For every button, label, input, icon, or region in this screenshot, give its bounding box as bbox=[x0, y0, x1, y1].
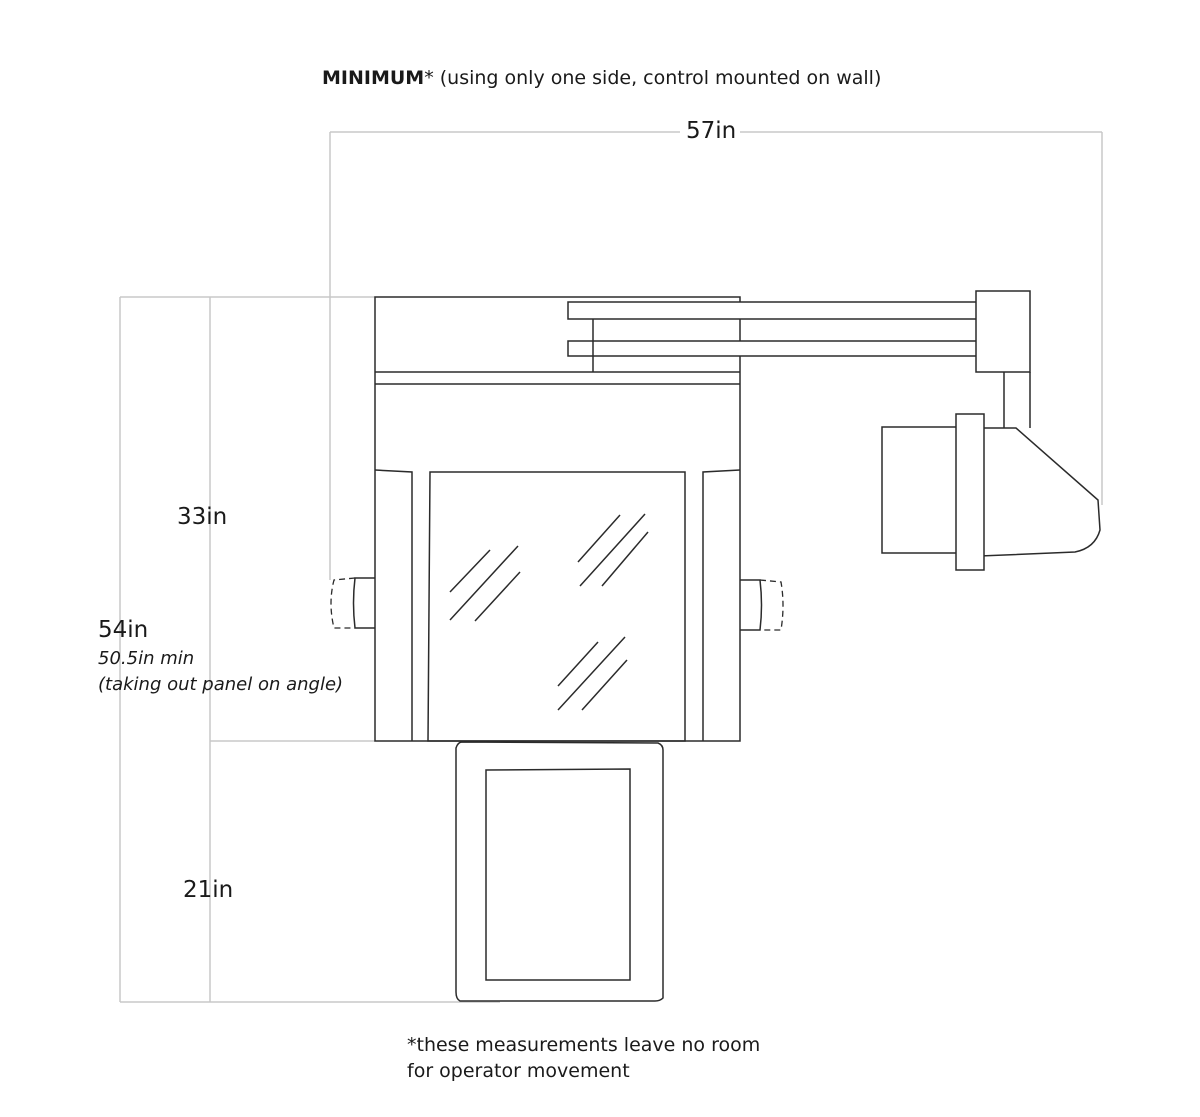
title-rest: * (using only one side, control mounted on wall) bbox=[424, 67, 882, 89]
footnote-line-1: *these measurements leave no room bbox=[407, 1034, 761, 1056]
minimum-depth-note: (taking out panel on angle) bbox=[98, 674, 344, 695]
total-depth-dimension-label: 54in bbox=[98, 617, 149, 643]
dimension-line-sections bbox=[210, 297, 375, 1002]
page-title bbox=[322, 67, 881, 89]
title-emphasis: MINIMUM bbox=[322, 67, 425, 89]
footnote-line-2: for operator movement bbox=[407, 1060, 630, 1082]
lower-depth-dimension-label: 21in bbox=[183, 877, 234, 903]
dimension-lines bbox=[120, 132, 1102, 1002]
door-handles bbox=[331, 578, 783, 630]
width-dimension-label: 57in bbox=[686, 118, 737, 144]
wall-control-unit bbox=[882, 414, 1100, 570]
minimum-depth-label: 50.5in min bbox=[98, 648, 195, 669]
machine-cabinet bbox=[375, 297, 740, 741]
operator-chair bbox=[456, 742, 663, 1001]
control-arm bbox=[568, 291, 1030, 428]
glass-door bbox=[428, 472, 685, 741]
upper-depth-dimension-label: 33in bbox=[177, 504, 228, 530]
